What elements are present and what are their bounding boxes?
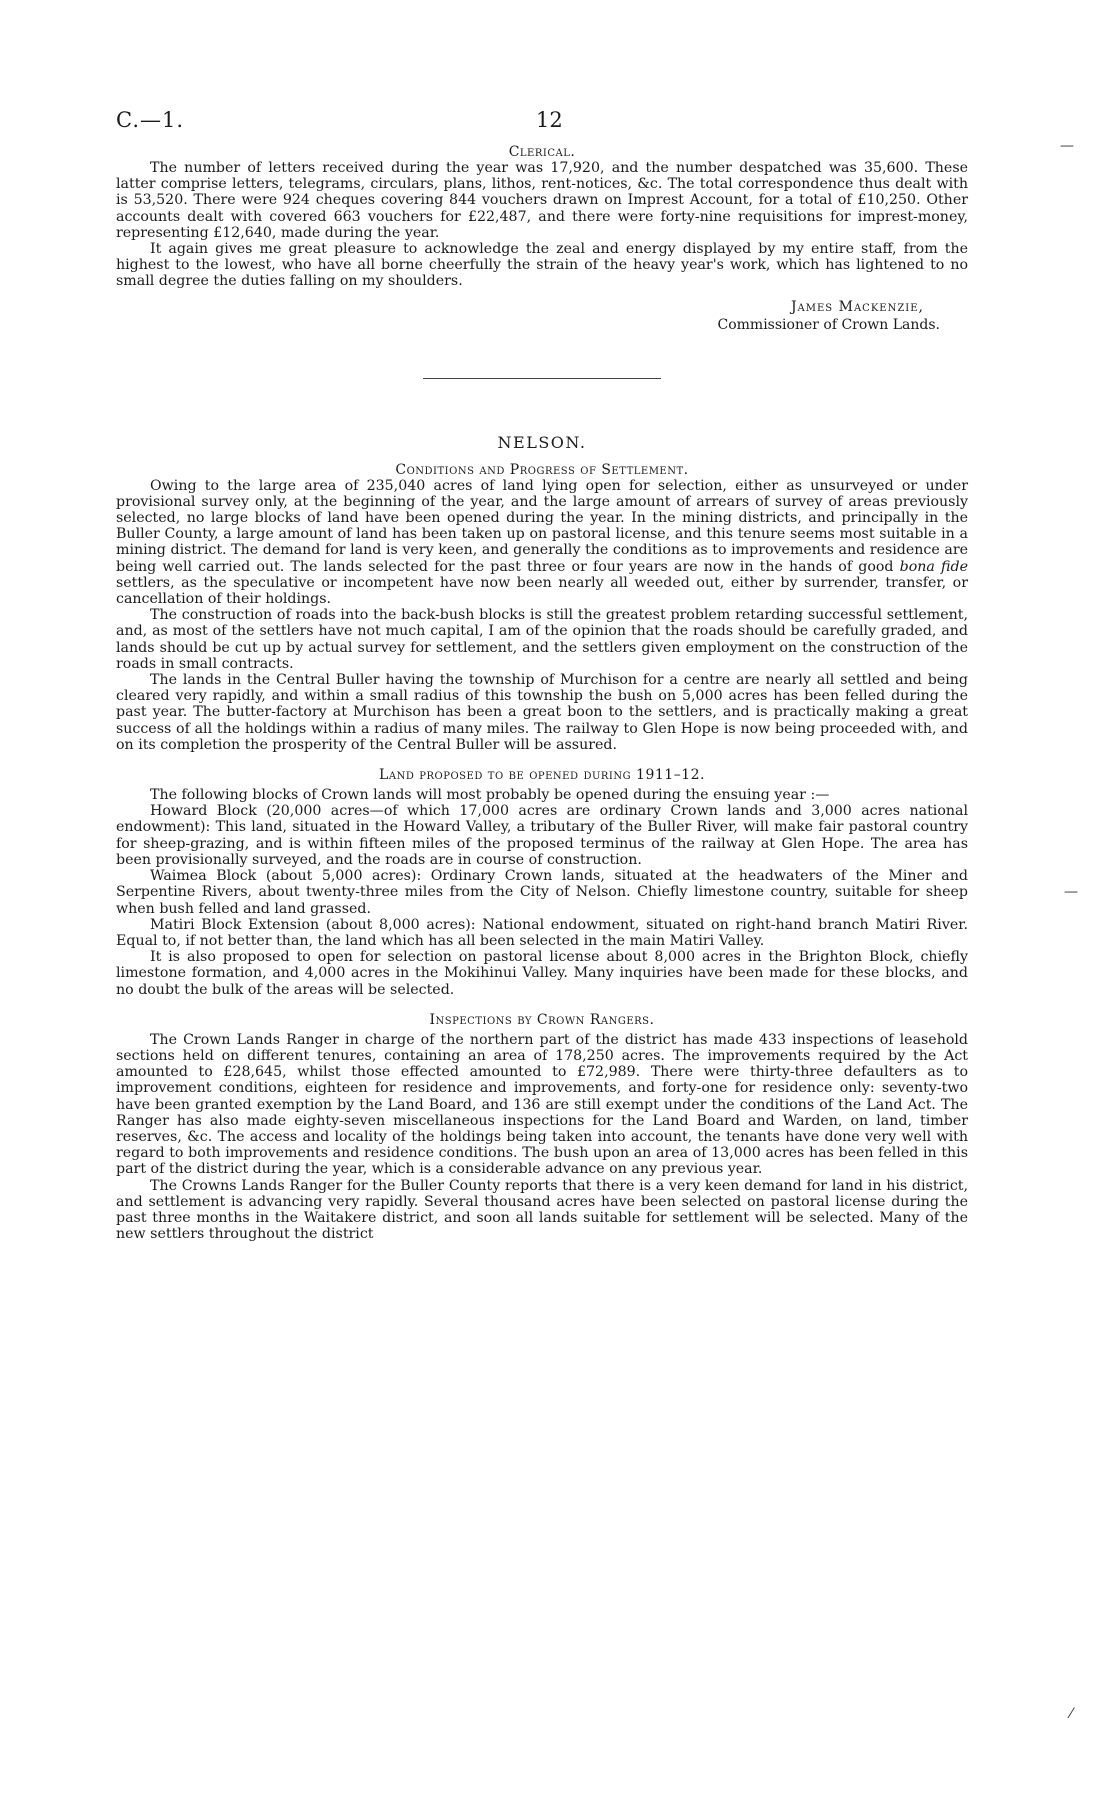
land-paragraph-1: The following blocks of Crown lands will most probably be opened during the ensuing year :— bbox=[150, 787, 830, 804]
clerical-heading: Clerical. bbox=[508, 144, 576, 160]
conditions-paragraph-2: The construction of roads into the back-bush blocks is still the greatest problem retarding successful settlement, and, as most of the settlers have not much capital, I am of the opinion that the roads should be carefully graded, and lands should be cut up by actual survey for settlement, and the settlers given employment on the construction of the roads in small contracts. bbox=[116, 607, 968, 672]
land-paragraph-4: Matiri Block Extension (about 8,000 acres): National endowment, situated on right-hand branch Matiri River. Equal to, if not better than, the land which has all been selected in the main Matiri Valley. bbox=[116, 916, 968, 949]
document-page bbox=[116, 108, 968, 1242]
inspections-paragraph-2: The Crowns Lands Ranger for the Buller County reports that there is a very keen demand for land in his district, and settlement is advancing very rapidly. Several thousand acres have been selected on pastoral license during the past three months in the Waitakere district, and soon all lands suitable for settlement will be selected. Many of the new settlers throughout the district bbox=[116, 1177, 968, 1243]
nelson-title: NELSON. bbox=[497, 432, 587, 452]
land-paragraph-3: Waimea Block (about 5,000 acres): Ordinary Crown lands, situated at the headwaters of the Miner and Serpentine Rivers, about twenty-three miles from the City of Nelson. Chiefly limestone country, suitable for sheep when bush felled and land grassed. bbox=[116, 868, 968, 917]
clerical-paragraph-1: The number of letters received during the year was 17,920, and the number despatched was 35,600. These latter comprise letters, telegrams, circulars, plans, lithos, rent-notices, &c. The total correspondence thus dealt with is 53,520. There were 924 cheques covering 844 vouchers drawn on Imprest Account, for a total of £10,250. Other accounts dealt with covered 663 vouchers for £22,487, and there were forty-nine requisitions for imprest-money, representing £12,640, made during the year. bbox=[116, 160, 968, 241]
margin-tick-mark: ⁄ bbox=[1070, 1706, 1073, 1722]
conditions-p1-text-a: Owing to the large area of 235,040 acres of land lying open for selection, either as unsurveyed or under provisional survey only, at the beginning of the year, and the large amount of arrears of survey of areas previously selected, no large blocks of land have been opened during the year. In the mining districts, and principally in the Buller County, a large amount of land has been taken up on pastoral license, and this tenure seems most suitable in a mining district. The demand for land is very keen, and generally the conditions as to improvements and residence are being well carried out. The lands selected for the past three or four years are now in the hands of good bbox=[116, 477, 968, 575]
land-paragraph-2: Howard Block (20,000 acres—of which 17,000 acres are ordinary Crown lands and 3,000 acres national endowment): This land, situated in the Howard Valley, a tributary of the Buller River, will make fair pastoral country for sheep-grazing, and is within fifteen miles of the proposed terminus of the railway at Glen Hope. The area has been provisionally surveyed, and the roads are in course of construction. bbox=[116, 803, 968, 868]
clerical-paragraph-2: It again gives me great pleasure to acknowledge the zeal and energy displayed by my entire staff, from the highest to the lowest, who have all borne cheerfully the strain of the heavy year's work, which has lightened to no small degree the duties falling on my shoulders. bbox=[116, 241, 968, 290]
margin-dash-mark: — bbox=[1064, 884, 1078, 900]
page-header bbox=[116, 108, 968, 144]
document-code: C.—1. bbox=[116, 108, 185, 132]
conditions-p1-text-b: settlers, as the speculative or incompetent have now been nearly all weeded out, either by surrender, transfer, or cancellation of their holdings. bbox=[116, 574, 968, 608]
page-number: 12 bbox=[536, 108, 563, 132]
inspections-paragraph-1: The Crown Lands Ranger in charge of the northern part of the district has made 433 inspections of leasehold sections held on different tenures, containing an area of 178,250 acres. The improvements required by the Act amounted to £28,645, whilst those effected amounted to £72,989. There were thirty-three defaulters as to improvement conditions, eighteen for residence and improvements, and forty-one for residence only: seventy-two have been granted exemption by the Land Board, and 136 are still exempt under the conditions of the Land Act. The Ranger has also made eighty-seven miscellaneous inspections for the Land Board and Warden, on land, timber reserves, &c. The access and locality of the holdings being taken into account, the tenants have done very well with regard to both improvements and residence conditions. The bush upon an area of 13,000 acres has been felled in this part of the district during the year, which is a considerable advance on any previous year. bbox=[116, 1031, 968, 1178]
signature-block bbox=[116, 298, 968, 334]
conditions-p1-italic: bona fide bbox=[899, 558, 968, 575]
signature-name: James Mackenzie, bbox=[790, 298, 924, 315]
conditions-paragraph-3: The lands in the Central Buller having the township of Murchison for a centre are nearly all settled and being cleared very rapidly, and within a small radius of this township the bush on 5,000 acres has been felled during the past year. The butter-factory at Murchison has been a great boon to the settlers, and is practically making a great success of all the holdings within a radius of many miles. The railway to Glen Hope is now being proceeded with, and on its completion the prosperity of the Central Buller will be assured. bbox=[116, 672, 968, 753]
land-proposed-heading: Land proposed to be opened during 1911–12. bbox=[379, 767, 705, 784]
conditions-heading: Conditions and Progress of Settlement. bbox=[395, 461, 689, 478]
margin-dash-mark: — bbox=[1060, 138, 1074, 154]
land-paragraph-5: It is also proposed to open for selection on pastoral license about 8,000 acres in the Brighton Block, chiefly limestone formation, and 4,000 acres in the Mokihinui Valley. Many inquiries have been made for these blocks, and no doubt the bulk of the areas will be selected. bbox=[116, 949, 968, 998]
inspections-heading: Inspections by Crown Rangers. bbox=[429, 1011, 655, 1028]
signature-title: Commissioner of Crown Lands. bbox=[717, 316, 940, 333]
conditions-paragraph-1 bbox=[116, 478, 968, 608]
section-divider bbox=[423, 378, 661, 379]
